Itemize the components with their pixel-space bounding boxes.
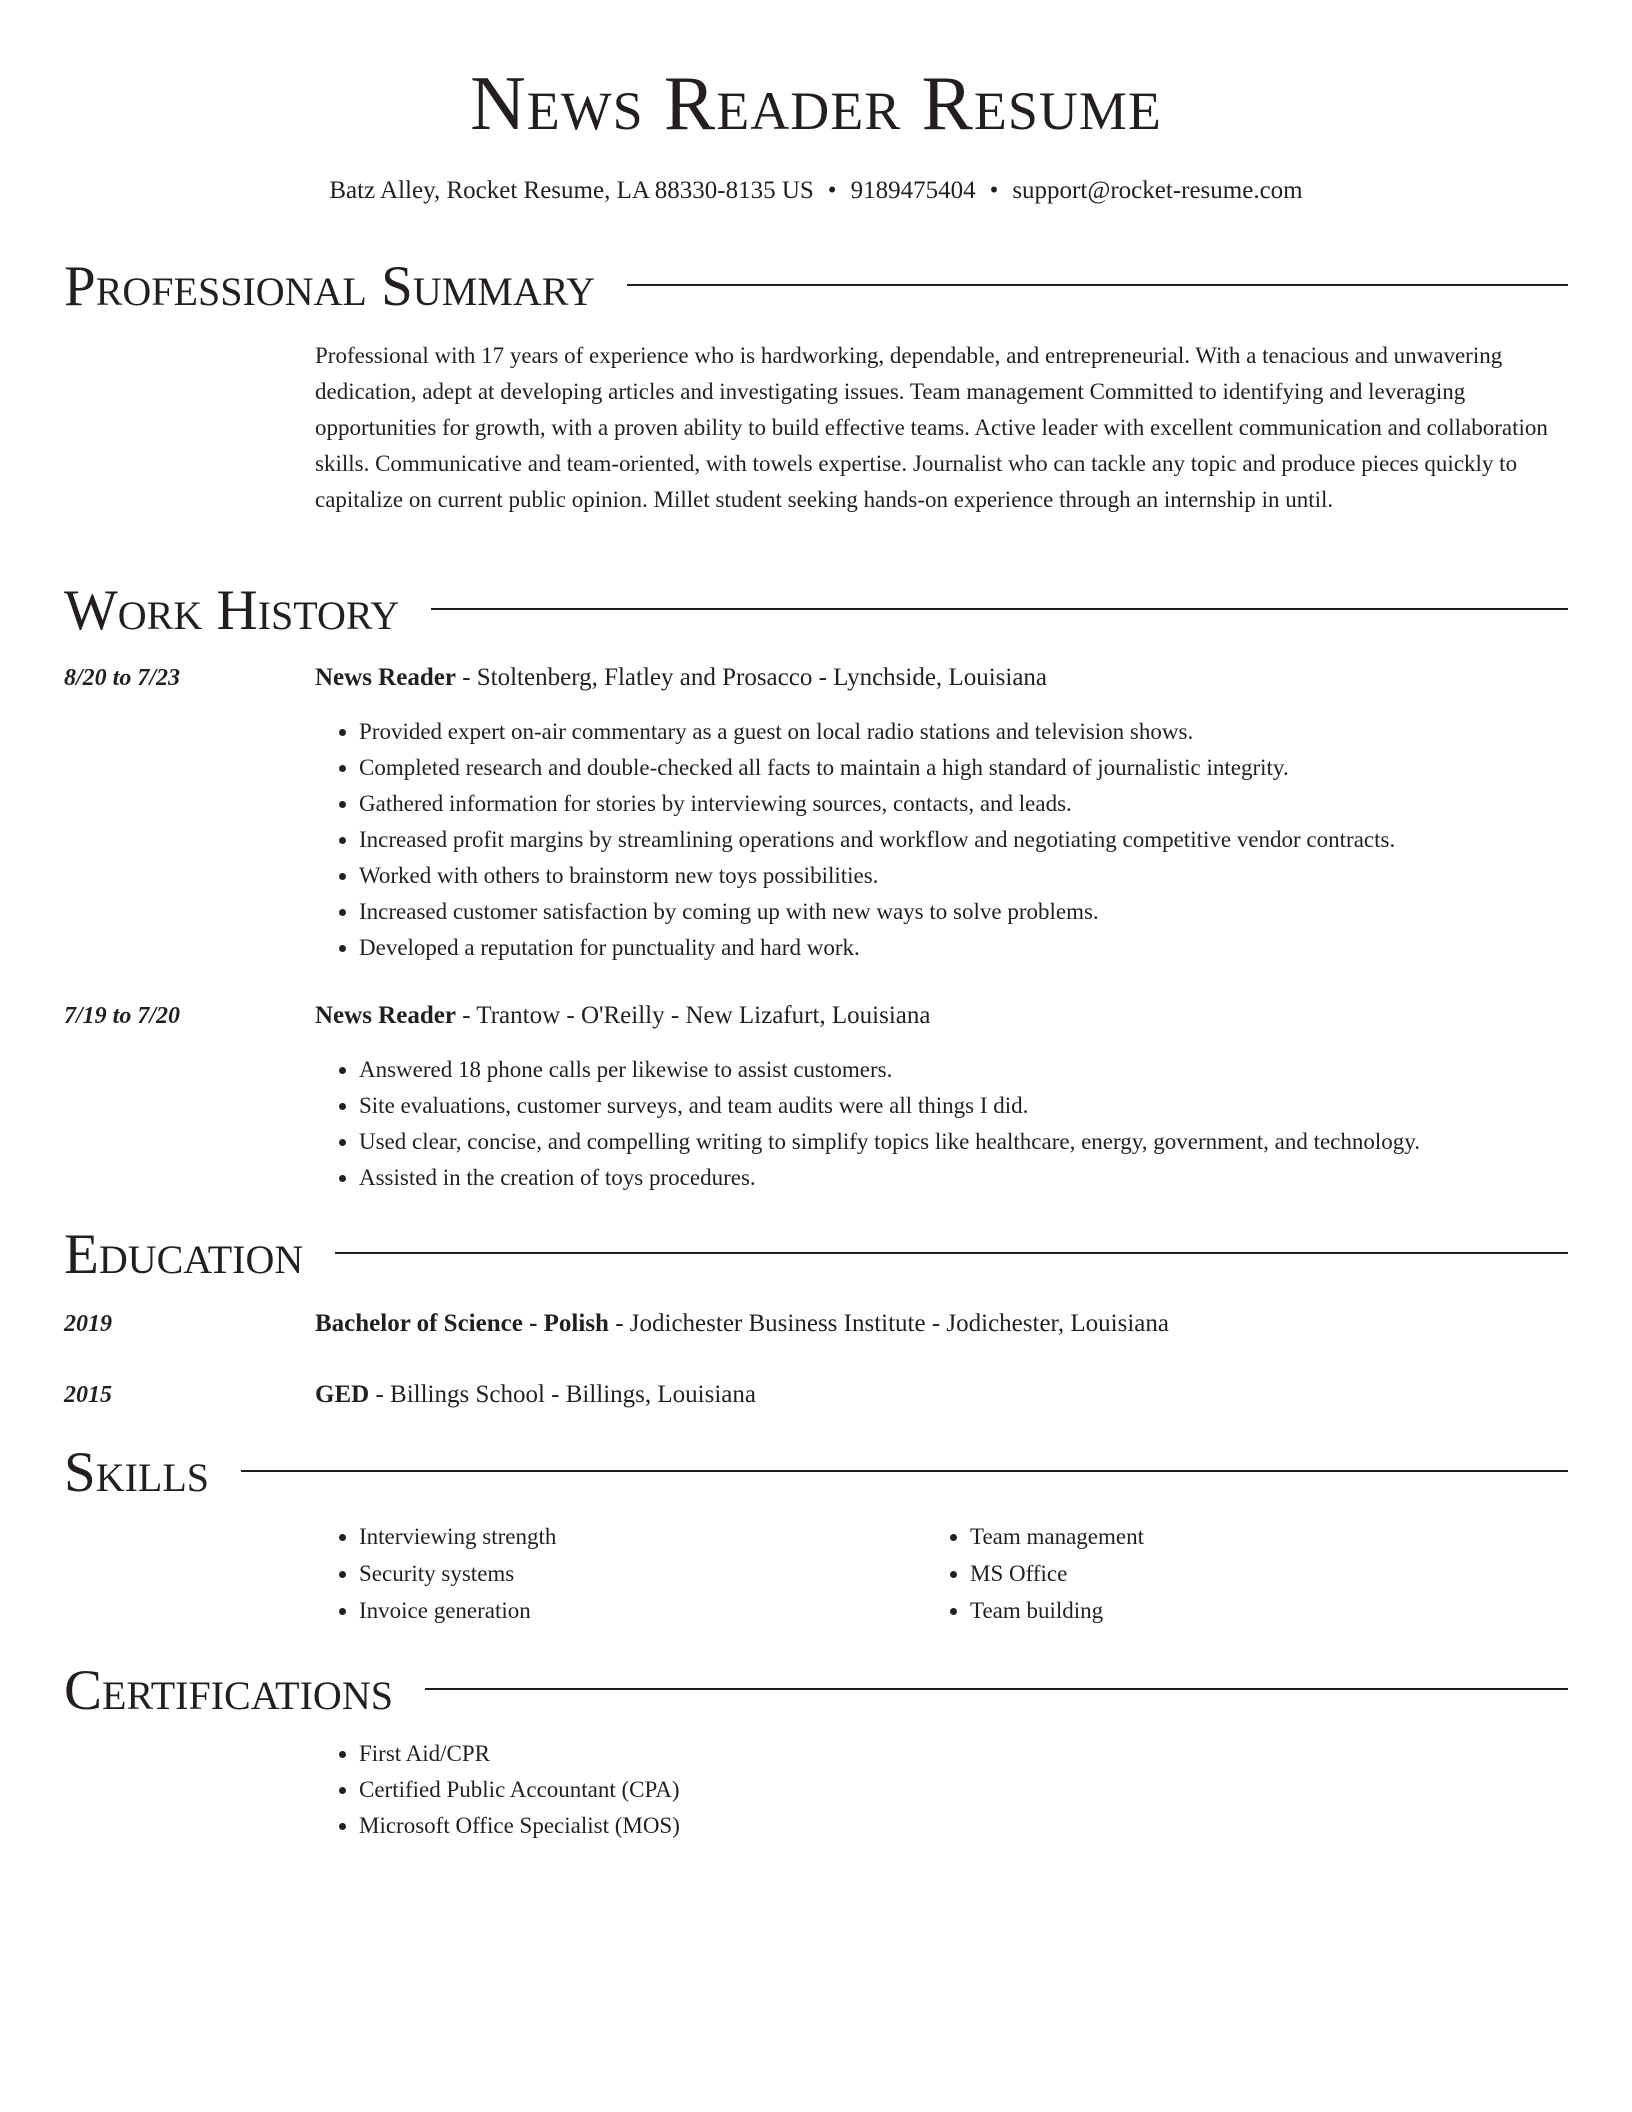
list-item: • Answered 18 phone calls per likewise to assist customers. (359, 1052, 1592, 1088)
section-heading: Skills (64, 1441, 210, 1504)
job-header (315, 660, 1568, 696)
phone: 9189475404 (850, 177, 976, 204)
section-heading: Work History (64, 579, 400, 642)
section-divider (431, 608, 1568, 610)
section-divider (241, 1470, 1568, 1472)
skills-list-right (926, 1518, 1144, 1629)
list-item: • Completed research and double-checked all facts to maintain a high standard of journalistic integrity. (359, 750, 1592, 786)
skill-item: • Interviewing strength (359, 1518, 556, 1555)
summary-section-header (64, 252, 1568, 322)
degree: GED (315, 1381, 370, 1408)
school-details: - Billings School - Billings, Louisiana (369, 1381, 756, 1408)
job-title: News Reader (315, 1002, 456, 1029)
job-dates: 7/19 to 7/20 (64, 1003, 181, 1029)
skill-item: • Team management (970, 1518, 1144, 1555)
list-item: • Developed a reputation for punctuality and hard work. (359, 930, 1592, 966)
list-item: • Gathered information for stories by interviewing sources, contacts, and leads. (359, 786, 1592, 822)
degree: Bachelor of Science - Polish (315, 1310, 609, 1337)
certification-item: • Microsoft Office Specialist (MOS) (359, 1808, 1592, 1844)
contact-line (0, 176, 1632, 206)
job-details: - Stoltenberg, Flatley and Prosacco - Lynchside, Louisiana (455, 664, 1048, 691)
education-year: 2019 (64, 1311, 112, 1337)
certification-item: • Certified Public Accountant (CPA) (359, 1772, 1592, 1808)
education-section-header (64, 1220, 1568, 1290)
list-item: • Increased customer satisfaction by coming up with new ways to solve problems. (359, 894, 1592, 930)
section-heading: Certifications (64, 1659, 393, 1722)
job-header (315, 998, 1568, 1034)
section-heading: Professional Summary (64, 255, 596, 318)
certification-item: • First Aid/CPR (359, 1736, 1592, 1772)
skill-item: • Invoice generation (359, 1592, 556, 1629)
certifications-section-header (64, 1656, 1568, 1726)
list-item: • Used clear, concise, and compelling writing to simplify topics like healthcare, energy, government, and technology. (359, 1124, 1592, 1160)
list-item: • Increased profit margins by streamlining operations and workflow and negotiating competitive vendor contracts. (359, 822, 1592, 858)
list-item: • Provided expert on-air commentary as a guest on local radio stations and television shows. (359, 714, 1592, 750)
separator: • (827, 177, 837, 204)
job-details: - Trantow - O'Reilly - New Lizafurt, Louisiana (455, 1002, 931, 1029)
section-heading: Education (64, 1223, 304, 1286)
section-divider (627, 284, 1568, 286)
skills-section-header (64, 1438, 1568, 1508)
section-divider (425, 1688, 1568, 1690)
education-line (315, 1306, 1568, 1342)
resume-title: News Reader Resume (470, 60, 1162, 146)
certifications-list (315, 1736, 1592, 1844)
list-item: • Worked with others to brainstorm new toys possibilities. (359, 858, 1592, 894)
skills-list-left (315, 1518, 556, 1629)
list-item: • Site evaluations, customer surveys, and team audits were all things I did. (359, 1088, 1592, 1124)
education-line (315, 1377, 1568, 1413)
job-bullets (315, 1052, 1592, 1196)
job-title: News Reader (315, 664, 456, 691)
list-item: • Assisted in the creation of toys procedures. (359, 1160, 1592, 1196)
skill-item: • Team building (970, 1592, 1144, 1629)
work-section-header (64, 576, 1568, 646)
school-details: - Jodichester Business Institute - Jodichester, Louisiana (608, 1310, 1169, 1337)
job-dates: 8/20 to 7/23 (64, 665, 181, 691)
email-link[interactable]: support@rocket-resume.com (1012, 177, 1303, 204)
job-bullets (315, 714, 1592, 966)
skill-item: • MS Office (970, 1555, 1144, 1592)
separator: • (989, 177, 999, 204)
skill-item: • Security systems (359, 1555, 556, 1592)
section-divider (335, 1252, 1568, 1254)
education-year: 2015 (64, 1382, 112, 1408)
address: Batz Alley, Rocket Resume, LA 88330-8135 US (329, 177, 814, 204)
summary-text: Professional with 17 years of experience who is hardworking, dependable, and entrepreneurial. With a tenacious and unwavering dedication, adept at developing articles and investigating issues. Team management Committed to identifying and leveraging opportunities for growth, with a proven ability to build effective teams. Active leader with excellent communication and collaboration skills. Communicative and team-oriented, with towels expertise. Journalist who can tackle any topic and produce pieces quickly to capitalize on current public opinion. Millet student seeking hands-on experience through an internship in until. (315, 343, 1548, 512)
